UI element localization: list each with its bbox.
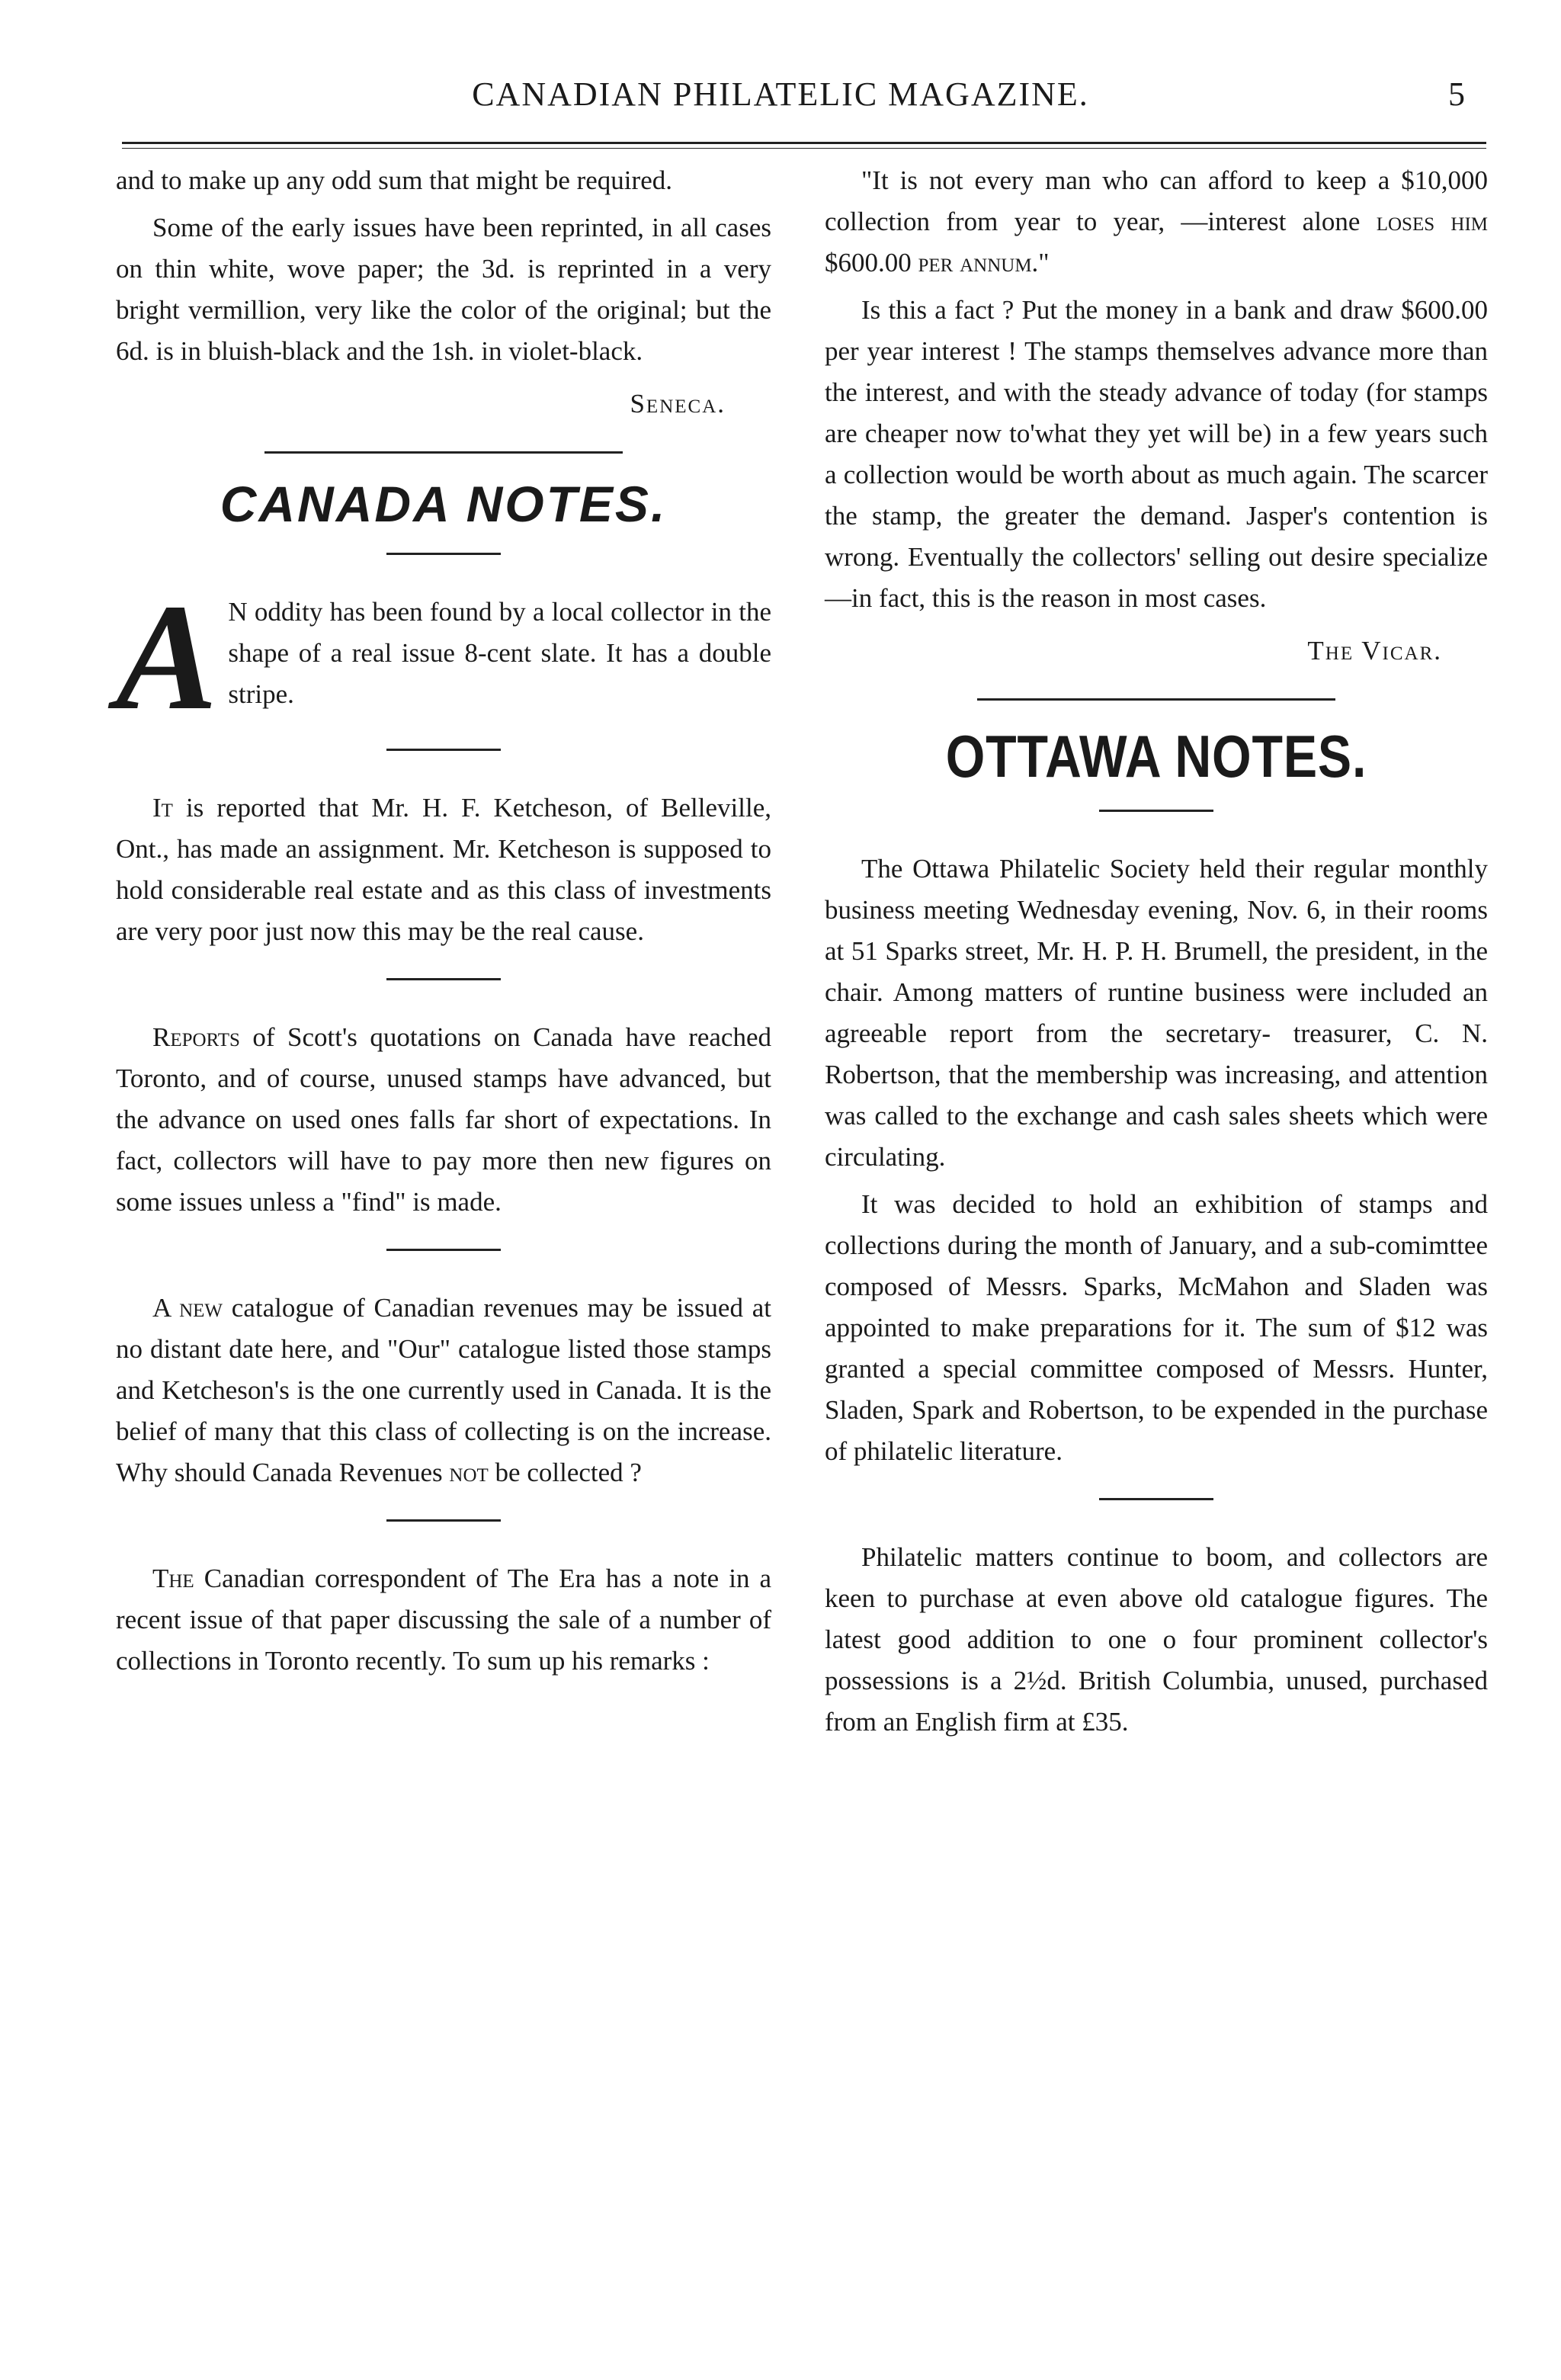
dropcap-paragraph xyxy=(116,573,771,742)
section-title-canada-notes: CANADA NOTES. xyxy=(220,476,668,532)
magazine-title: CANADIAN PHILATELIC MAGAZINE. xyxy=(472,75,1089,113)
paragraph: It was decided to hold an exhibition of stamps and collections during the month of January, and a sub-comimttee composed of Messrs. Sparks, McMahon and Sladen was appointed to make preparations for it. The sum of $12 was granted a special committee composed of Messrs. Hunter, Sladen, Spark and Robertson, to be expended in the purchase of philatelic literature. xyxy=(825,1189,1488,1466)
paragraph: N oddity has been found by a local collector in the shape of a real issue 8-cent slate. It has a double stripe. xyxy=(228,597,771,709)
signature-vicar: The Vicar. xyxy=(1307,636,1442,666)
page-number: 5 xyxy=(1448,75,1465,113)
paragraph: Is this a fact ? Put the money in a bank and draw $600.00 per year interest ! The stamps themselves advance more than the interest, and with the steady advance of today (for stamps are cheaper now to'what they yet will be) in a few years such a collection would be worth about as much again. The scarcer the stamp, the greater the demand. Jasper's contention is wrong. Eventually the collectors' selling out desire specialize—in fact, this is the reason in most cases. xyxy=(825,295,1488,613)
header-rule xyxy=(122,142,1486,144)
signature-seneca: Seneca. xyxy=(630,389,726,419)
section-divider xyxy=(977,698,1335,701)
paragraph: A new catalogue of Canadian revenues may be issued at no distant date here, and "Our" catalogue listed those stamps and Ketcheson's is the one currently used in Canada. It is the belief of many that this class of collecting is on the increase. Why should Canada Revenues not be collected ? xyxy=(116,1293,771,1487)
short-divider xyxy=(386,1249,501,1251)
paragraph: The Canadian correspondent of The Era has a note in a recent issue of that paper discussing the sale of a number of collections in Toronto recently. To sum up his remarks : xyxy=(116,1564,771,1676)
paragraph: and to make up any odd sum that might be required. xyxy=(116,165,672,195)
paragraph: Reports of Scott's quotations on Canada have reached Toronto, and of course, unused stamps have advanced, but the advance on used ones falls far short of expectations. In fact, collectors will have to pay more then new figures on some issues unless a "find" is made. xyxy=(116,1022,771,1217)
short-divider xyxy=(386,1519,501,1522)
section-title-ottawa-notes: OTTAWA NOTES. xyxy=(945,723,1367,790)
short-divider xyxy=(386,749,501,751)
paragraph: The Ottawa Philatelic Society held their regular monthly business meeting Wednesday evening, Nov. 6, in their rooms at 51 Sparks street, Mr. H. P. H. Brumell, the president, in the chair. Among matters of runtine business were included an agreeable report from the secretary- treasurer, C. N. Robertson, that the membership was increasing, and attention was called to the exchange and cash sales sheets which were circulating. xyxy=(825,854,1488,1172)
drop-cap-letter: A xyxy=(116,573,218,742)
section-divider xyxy=(264,451,623,454)
paragraph: Some of the early issues have been reprinted, in all cases on thin white, wove paper; the 3d. is reprinted in a very bright vermillion, very like the color of the original; but the 6d. is in bluish-black and the 1sh. in violet-black. xyxy=(116,213,771,366)
short-divider xyxy=(386,553,501,555)
short-divider xyxy=(386,978,501,980)
right-column xyxy=(825,160,1488,1749)
left-column xyxy=(116,160,771,1688)
short-divider xyxy=(1099,810,1213,812)
paragraph: Philatelic matters continue to boom, and collectors are keen to purchase at even above old catalogue figures. The latest good addition to one o four prominent collector's possessions is a 2½d. British Columbia, unused, purchased from an English firm at £35. xyxy=(825,1542,1488,1737)
header-rule-thin xyxy=(122,148,1486,149)
short-divider xyxy=(1099,1498,1213,1500)
paragraph: "It is not every man who can afford to keep a $10,000 collection from year to year, —interest alone loses him $600.00 per annum." xyxy=(825,165,1488,277)
paragraph: It is reported that Mr. H. F. Ketcheson, of Belleville, Ont., has made an assignment. Mr. Ketcheson is supposed to hold considerable real estate and as this class of investments are very poor just now this may be the real cause. xyxy=(116,793,771,946)
